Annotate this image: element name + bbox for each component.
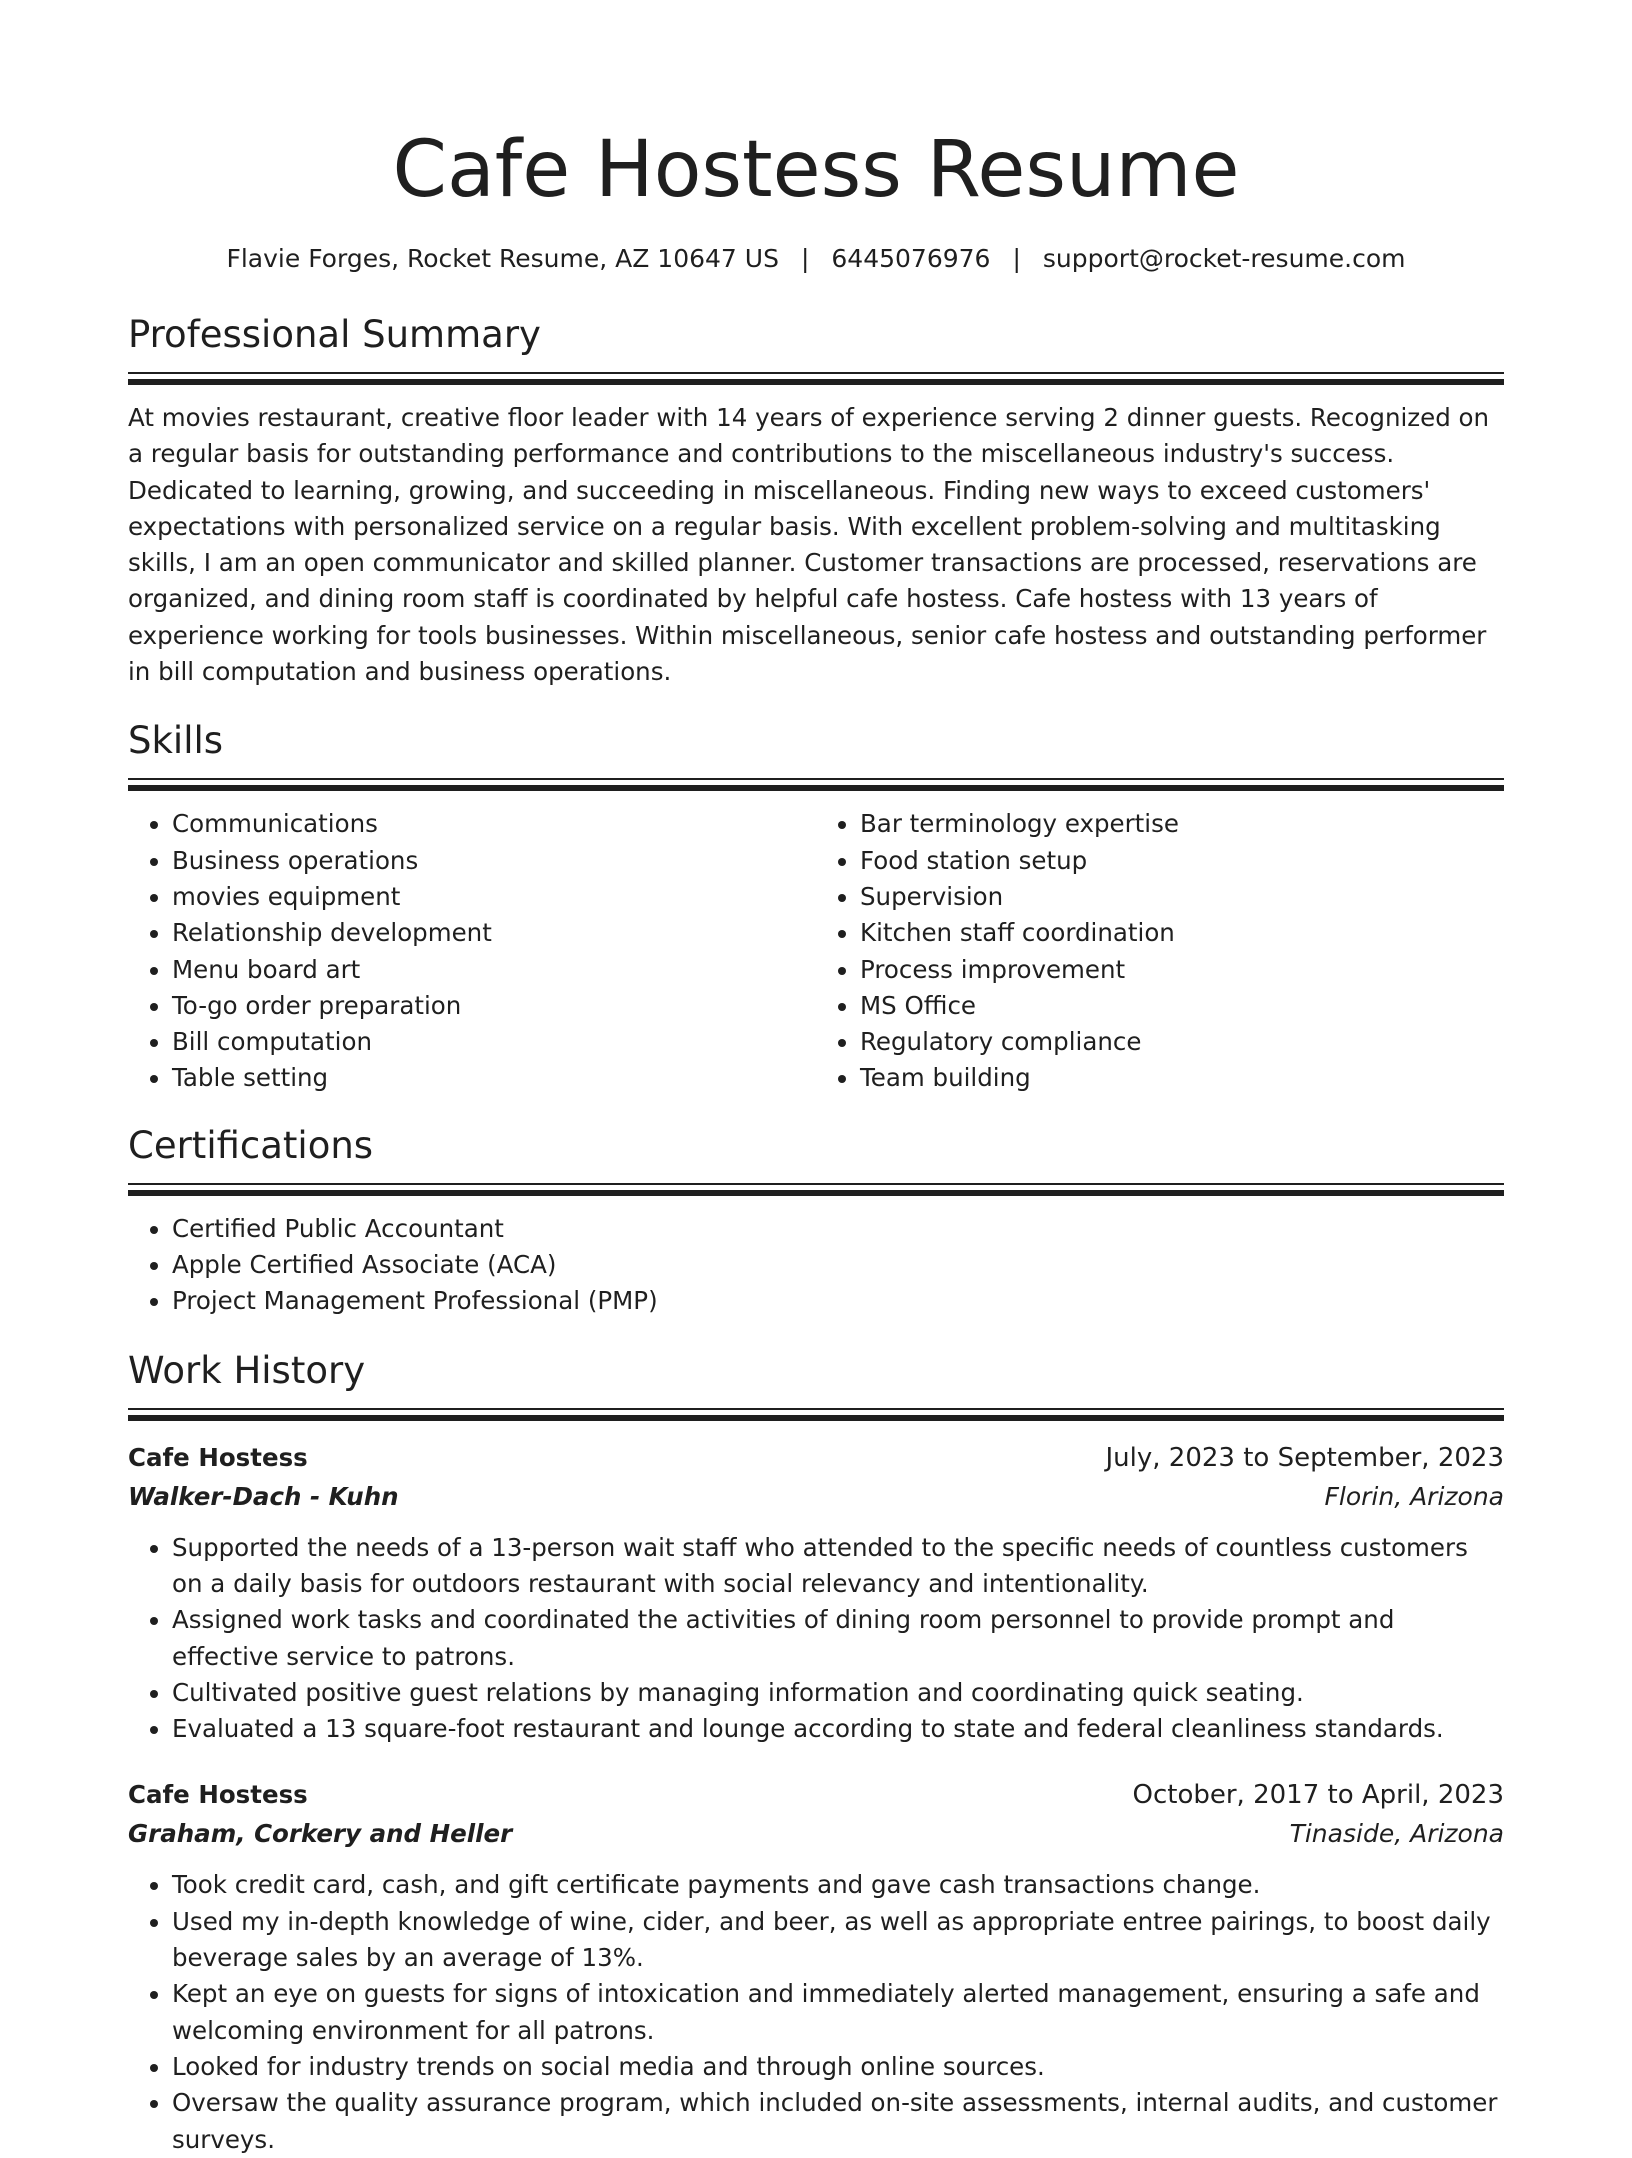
skills-list-left <box>128 806 816 1096</box>
job-bullet: • Used my in-depth knowledge of wine, cider, and beer, as well as appropriate entree pairings, to boost daily beverage sales by an average of 13%. <box>172 1904 1504 1977</box>
certification-item: • Project Management Professional (PMP) <box>172 1283 1504 1319</box>
contact-phone: 6445076976 <box>831 244 991 273</box>
job-dates: July, 2023 to September, 2023 <box>1105 1442 1504 1473</box>
skill-item: • To-go order preparation <box>172 988 816 1024</box>
section-divider <box>128 778 1504 792</box>
skill-item: • Regulatory compliance <box>860 1024 1504 1060</box>
job-company: Walker-Dach - Kuhn <box>128 1481 399 1511</box>
contact-email: support@rocket-resume.com <box>1042 244 1406 273</box>
job-title: Cafe Hostess <box>128 1442 308 1472</box>
skill-item: • MS Office <box>860 988 1504 1024</box>
section-title-skills: Skills <box>128 719 224 763</box>
job-title: Cafe Hostess <box>128 1780 308 1810</box>
certifications-section <box>128 1121 1504 1320</box>
skills-list-right <box>816 806 1504 1096</box>
skill-item: • movies equipment <box>172 879 816 915</box>
skill-item: • Process improvement <box>860 952 1504 988</box>
skill-item: • Supervision <box>860 879 1504 915</box>
job-bullet: • Assigned work tasks and coordinated the activities of dining room personnel to provide prompt and effective service to patrons. <box>172 1602 1504 1675</box>
certification-item: • Apple Certified Associate (ACA) <box>172 1247 1504 1283</box>
job-dates: October, 2017 to April, 2023 <box>1132 1780 1504 1811</box>
section-divider <box>128 1408 1504 1422</box>
job-bullet: • Oversaw the quality assurance program, which included on-site assessments, internal audits, and customer surveys. <box>172 2085 1504 2158</box>
skill-item: • Communications <box>172 806 816 842</box>
job-bullets <box>128 1867 1504 2157</box>
skill-item: • Business operations <box>172 843 816 879</box>
resume-title: Cafe Hostess Resume <box>392 125 1240 215</box>
section-title-summary: Professional Summary <box>128 313 541 356</box>
job-bullet: • Looked for industry trends on social media and through online sources. <box>172 2049 1504 2085</box>
skill-item: • Team building <box>860 1060 1504 1096</box>
certifications-list <box>128 1211 1504 1320</box>
job-location: Tinaside, Arizona <box>1289 1819 1504 1849</box>
job-subheader <box>128 1478 1504 1516</box>
job-bullet: • Kept an eye on guests for signs of intoxication and immediately alerted management, ensuring a safe and welcoming environment for all patrons. <box>172 1976 1504 2049</box>
contact-separator: | <box>1012 244 1021 273</box>
job-bullet: • Evaluated a 13 square-foot restaurant and lounge according to state and federal cleanliness standards. <box>172 1711 1504 1747</box>
summary-text: At movies restaurant, creative floor leader with 14 years of experience serving 2 dinner guests. Recognized on a regular basis for outstanding performance and contributions to the miscellaneous industry's success. Dedicated to learning, growing, and succeeding in miscellaneous. Finding new ways to exceed customers' expectations with personalized service on a regular basis. With excellent problem-solving and multitasking skills, I am an open communicator and skilled planner. Customer transactions are processed, reservations are organized, and dining room staff is coordinated by helpful cafe hostess. Cafe hostess with 13 years of experience working for tools businesses. Within miscellaneous, senior cafe hostess and outstanding performer in bill computation and business operations. <box>128 403 1490 687</box>
summary-section <box>128 310 1504 690</box>
job-subheader <box>128 1815 1504 1853</box>
job-header <box>128 1438 1504 1478</box>
contact-separator: | <box>800 244 810 273</box>
job-bullet: • Took credit card, cash, and gift certificate payments and gave cash transactions change. <box>172 1867 1504 1903</box>
skills-grid <box>128 806 1504 1096</box>
job-bullets <box>128 1530 1504 1748</box>
skill-item: • Table setting <box>172 1060 816 1096</box>
job-bullet: • Supported the needs of a 13-person wait staff who attended to the specific needs of countless customers on a daily basis for outdoors restaurant with social relevancy and intentionality. <box>172 1530 1504 1603</box>
job-entry <box>128 1775 1504 2157</box>
section-title-work-history: Work History <box>128 1348 366 1392</box>
skill-item: • Bill computation <box>172 1024 816 1060</box>
section-divider <box>128 372 1504 386</box>
section-title-certifications: Certifications <box>128 1123 374 1167</box>
resume-content <box>128 118 1504 2158</box>
section-divider <box>128 1183 1504 1197</box>
job-bullet: • Cultivated positive guest relations by managing information and coordinating quick seating. <box>172 1675 1504 1711</box>
contact-line <box>128 242 1504 276</box>
skill-item: • Food station setup <box>860 843 1504 879</box>
certification-item: • Certified Public Accountant <box>172 1211 1504 1247</box>
work-history-section <box>128 1346 1504 2158</box>
job-company: Graham, Corkery and Heller <box>128 1819 513 1849</box>
skill-item: • Menu board art <box>172 952 816 988</box>
skills-section <box>128 716 1504 1096</box>
skill-item: • Bar terminology expertise <box>860 806 1504 842</box>
skill-item: • Relationship development <box>172 915 816 951</box>
job-entry <box>128 1438 1504 1748</box>
skill-item: • Kitchen staff coordination <box>860 915 1504 951</box>
job-location: Florin, Arizona <box>1324 1481 1504 1511</box>
contact-address: Flavie Forges, Rocket Resume, AZ 10647 US <box>226 244 779 273</box>
job-header <box>128 1775 1504 1815</box>
